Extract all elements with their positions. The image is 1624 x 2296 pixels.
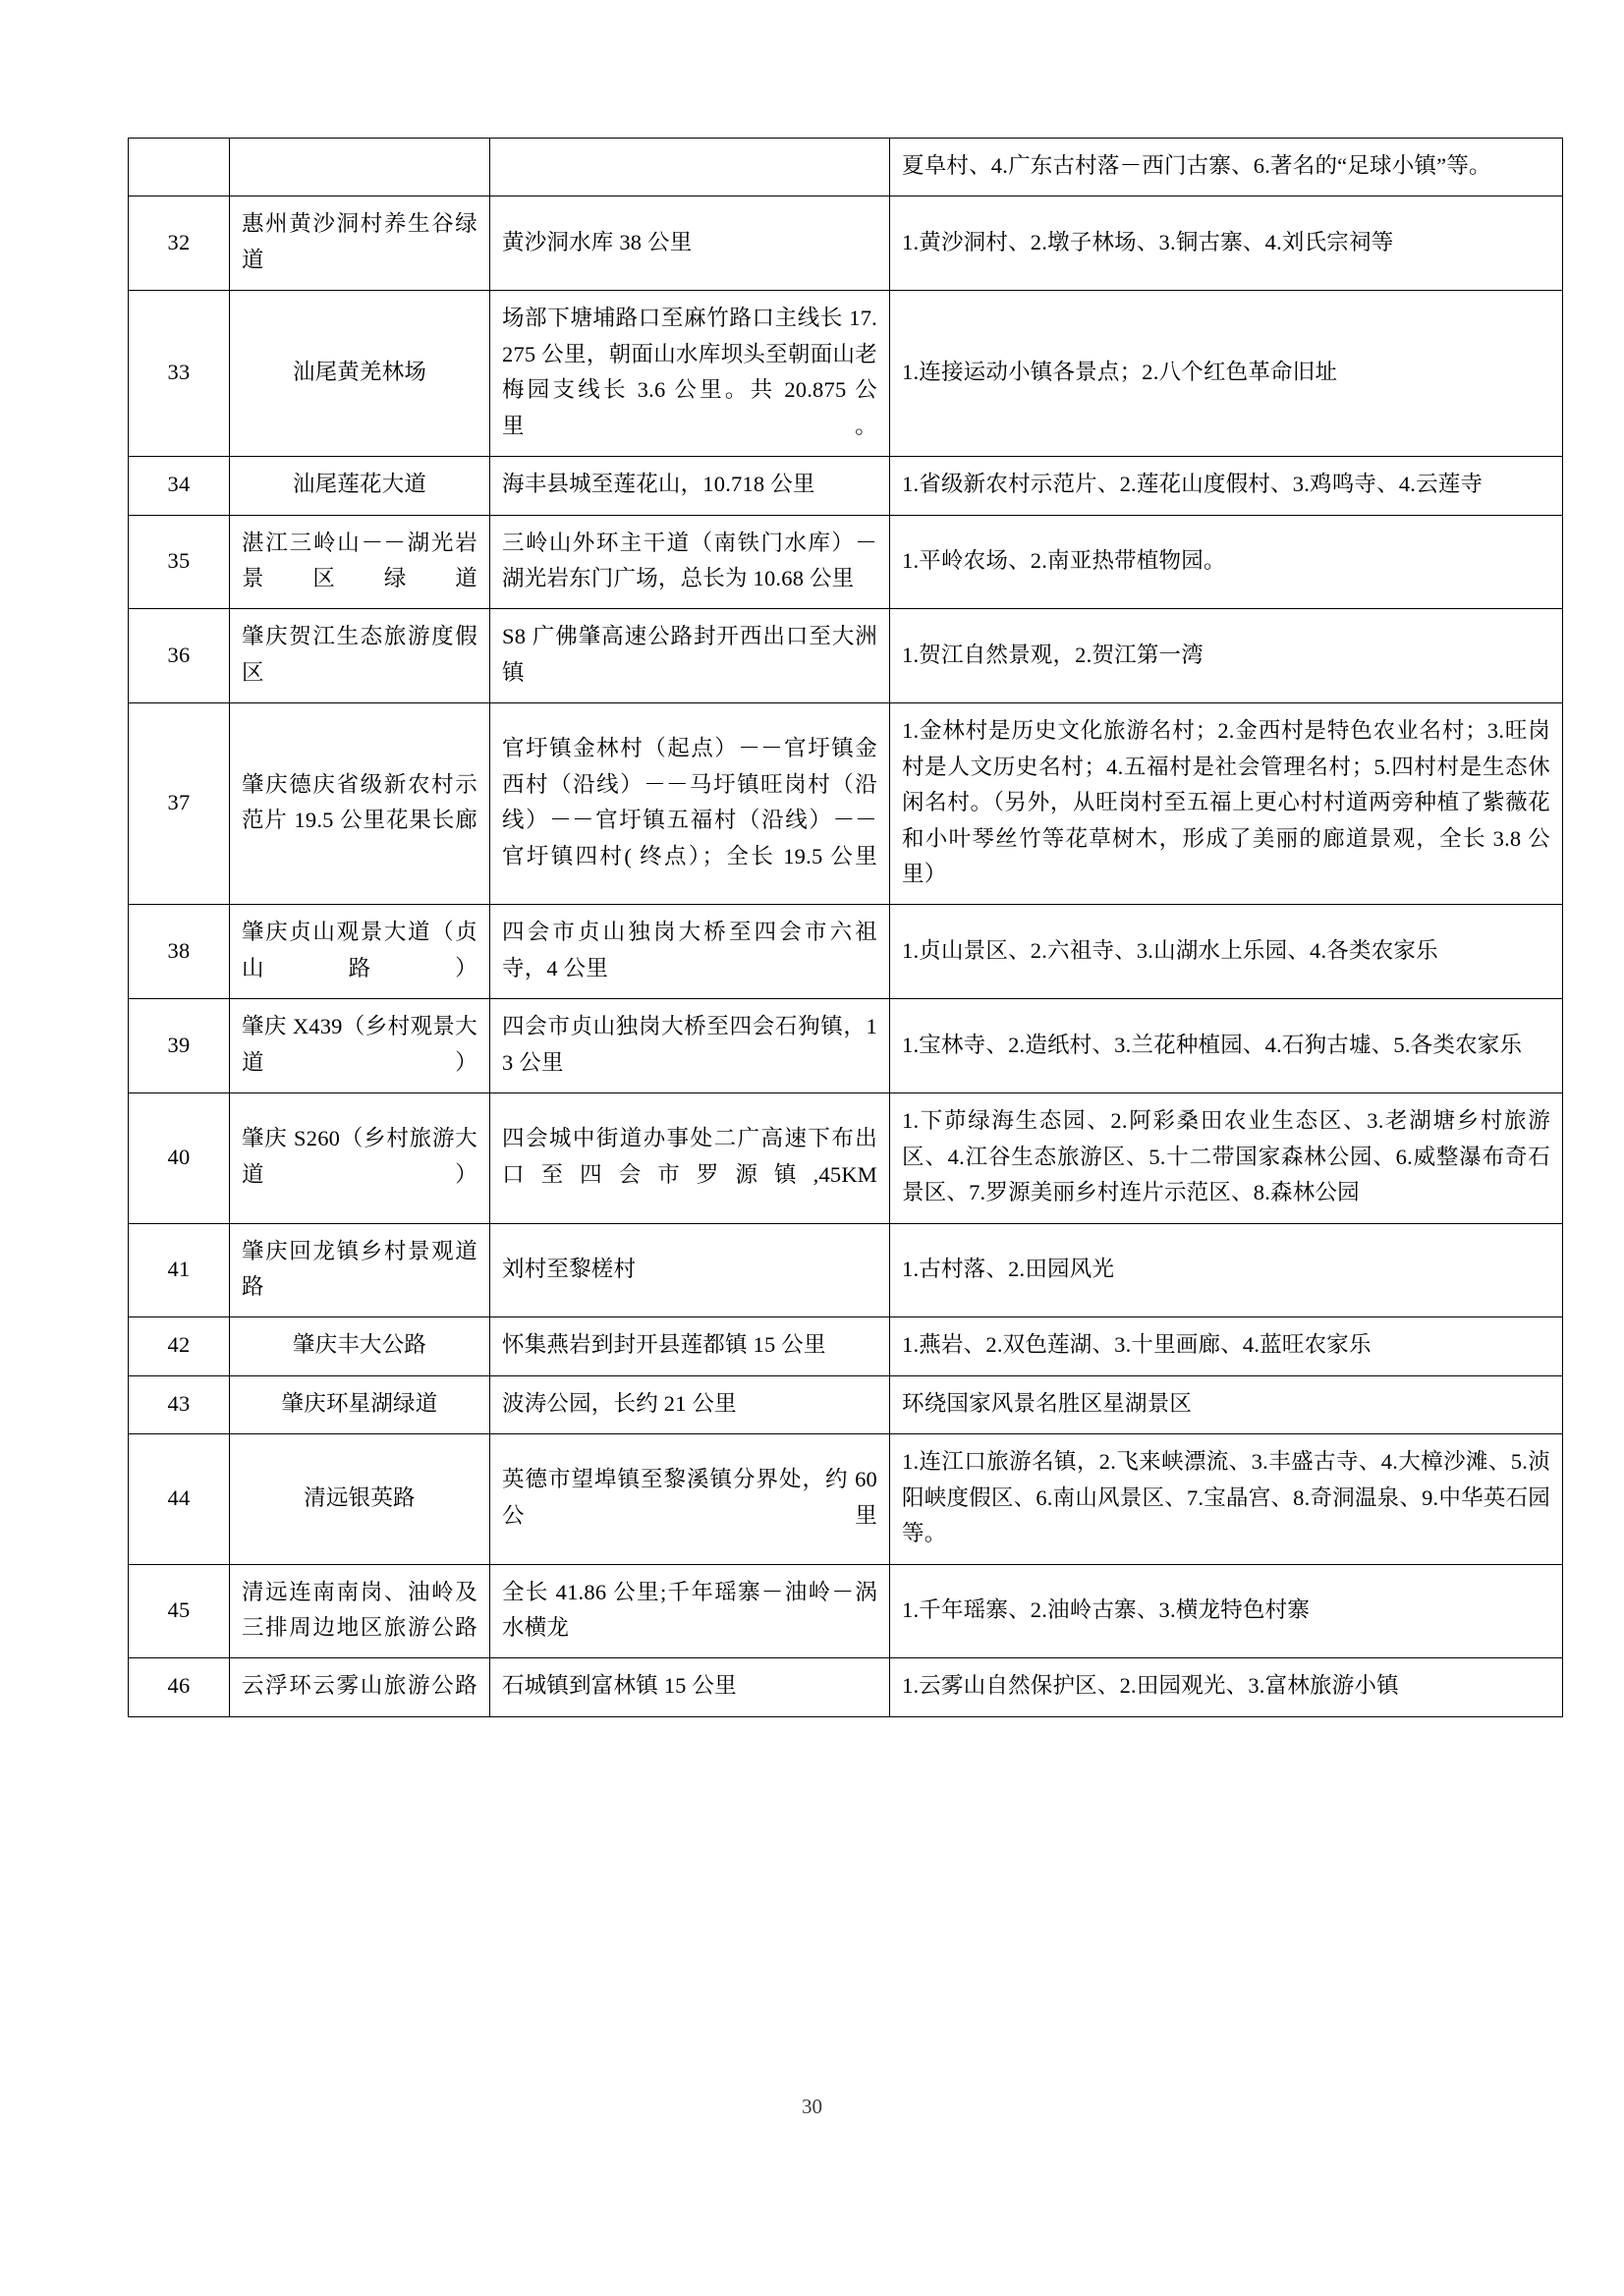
table-row <box>129 1375 1563 1433</box>
route-name-cell: 湛江三岭山－－湖光岩景区绿道 <box>230 515 490 609</box>
route-number-cell: 33 <box>129 291 230 457</box>
route-attractions-cell: 1.平岭农场、2.南亚热带植物园。 <box>890 515 1563 609</box>
route-name-cell <box>230 139 490 196</box>
route-description-cell: 官圩镇金林村（起点）－－官圩镇金西村（沿线）－－马圩镇旺岗村（沿线）－－官圩镇五福村（沿线）－－官圩镇四村( 终点）；全长 19.5 公里 <box>490 703 890 905</box>
table-row <box>129 1564 1563 1658</box>
route-description-cell: 黄沙洞水库 38 公里 <box>490 196 890 291</box>
route-name-cell: 汕尾黄羌林场 <box>230 291 490 457</box>
route-attractions-cell: 1.省级新农村示范片、2.莲花山度假村、3.鸡鸣寺、4.云莲寺 <box>890 457 1563 515</box>
route-attractions-cell: 1.下茆绿海生态园、2.阿彩桑田农业生态区、3.老湖塘乡村旅游区、4.江谷生态旅游区、5.十二带国家森林公园、6.威整瀑布奇石景区、7.罗源美丽乡村连片示范区、8.森林公园 <box>890 1093 1563 1223</box>
table-row <box>129 999 1563 1093</box>
route-number-cell: 46 <box>129 1658 230 1716</box>
route-number-cell <box>129 139 230 196</box>
route-description-cell: 刘村至黎槎村 <box>490 1223 890 1317</box>
route-attractions-cell: 1.宝林寺、2.造纸村、3.兰花种植园、4.石狗古墟、5.各类农家乐 <box>890 999 1563 1093</box>
route-description-cell: 四会城中街道办事处二广高速下布出口至四会市罗源镇,45KM <box>490 1093 890 1223</box>
route-description-cell: 海丰县城至莲花山，10.718 公里 <box>490 457 890 515</box>
route-number-cell: 42 <box>129 1317 230 1375</box>
route-number-cell: 35 <box>129 515 230 609</box>
route-number-cell: 41 <box>129 1223 230 1317</box>
route-attractions-cell: 1.贞山景区、2.六祖寺、3.山湖水上乐园、4.各类农家乐 <box>890 905 1563 999</box>
table-row <box>129 196 1563 291</box>
route-attractions-cell: 1.贺江自然景观，2.贺江第一湾 <box>890 609 1563 703</box>
route-description-cell: 场部下塘埔路口至麻竹路口主线长 17.275 公里，朝面山水库坝头至朝面山老梅园支线长 3.6 公里。共 20.875 公里。 <box>490 291 890 457</box>
route-description-cell: 全长 41.86 公里;千年瑶寨－油岭－涡水横龙 <box>490 1564 890 1658</box>
route-name-cell: 肇庆德庆省级新农村示范片 19.5 公里花果长廊 <box>230 703 490 905</box>
route-attractions-cell: 1.黄沙洞村、2.墩子林场、3.铜古寨、4.刘氏宗祠等 <box>890 196 1563 291</box>
route-number-cell: 32 <box>129 196 230 291</box>
tourism-routes-table <box>128 138 1563 1717</box>
route-description-cell: 三岭山外环主干道（南铁门水库）－湖光岩东门广场，总长为 10.68 公里 <box>490 515 890 609</box>
route-number-cell: 45 <box>129 1564 230 1658</box>
route-attractions-cell: 1.千年瑶寨、2.油岭古寨、3.横龙特色村寨 <box>890 1564 1563 1658</box>
route-description-cell: 波涛公园，长约 21 公里 <box>490 1375 890 1433</box>
table-row <box>129 139 1563 196</box>
route-name-cell: 肇庆丰大公路 <box>230 1317 490 1375</box>
route-description-cell: 怀集燕岩到封开县莲都镇 15 公里 <box>490 1317 890 1375</box>
route-number-cell: 34 <box>129 457 230 515</box>
route-number-cell: 36 <box>129 609 230 703</box>
table-row <box>129 291 1563 457</box>
route-name-cell: 肇庆贺江生态旅游度假区 <box>230 609 490 703</box>
table-row <box>129 515 1563 609</box>
route-number-cell: 38 <box>129 905 230 999</box>
page-number: 30 <box>802 2095 822 2118</box>
route-name-cell: 汕尾莲花大道 <box>230 457 490 515</box>
route-attractions-cell: 1.金林村是历史文化旅游名村；2.金西村是特色农业名村；3.旺岗村是人文历史名村；4.五福村是社会管理名村；5.四村村是生态休闲名村。（另外，从旺岗村至五福上更心村村道两旁种植了紫薇花和小叶琴丝竹等花草树木，形成了美丽的廊道景观，全长 3.8 公里） <box>890 703 1563 905</box>
route-name-cell: 惠州黄沙洞村养生谷绿道 <box>230 196 490 291</box>
route-name-cell: 肇庆环星湖绿道 <box>230 1375 490 1433</box>
route-number-cell: 44 <box>129 1434 230 1564</box>
route-description-cell: 四会市贞山独岗大桥至四会市六祖寺，4 公里 <box>490 905 890 999</box>
table-row <box>129 457 1563 515</box>
route-name-cell: 肇庆 X439（乡村观景大道） <box>230 999 490 1093</box>
route-attractions-cell: 夏阜村、4.广东古村落－西门古寨、6.著名的“足球小镇”等。 <box>890 139 1563 196</box>
route-description-cell: S8 广佛肇高速公路封开西出口至大洲镇 <box>490 609 890 703</box>
route-attractions-cell: 1.燕岩、2.双色莲湖、3.十里画廊、4.蓝旺农家乐 <box>890 1317 1563 1375</box>
route-name-cell: 肇庆 S260（乡村旅游大道） <box>230 1093 490 1223</box>
table-row <box>129 905 1563 999</box>
route-description-cell: 英德市望埠镇至黎溪镇分界处，约 60 公里 <box>490 1434 890 1564</box>
table-body <box>129 139 1563 1717</box>
route-description-cell: 四会市贞山独岗大桥至四会石狗镇，13 公里 <box>490 999 890 1093</box>
route-attractions-cell: 1.古村落、2.田园风光 <box>890 1223 1563 1317</box>
table-row <box>129 1317 1563 1375</box>
route-description-cell <box>490 139 890 196</box>
route-attractions-cell: 1.连接运动小镇各景点；2.八个红色革命旧址 <box>890 291 1563 457</box>
table-row <box>129 1223 1563 1317</box>
table-row <box>129 609 1563 703</box>
table-row <box>129 1434 1563 1564</box>
table-row <box>129 1658 1563 1716</box>
route-name-cell: 云浮环云雾山旅游公路 <box>230 1658 490 1716</box>
table-row <box>129 1093 1563 1223</box>
route-number-cell: 39 <box>129 999 230 1093</box>
route-name-cell: 清远连南南岗、油岭及三排周边地区旅游公路 <box>230 1564 490 1658</box>
route-attractions-cell: 环绕国家风景名胜区星湖景区 <box>890 1375 1563 1433</box>
route-attractions-cell: 1.云雾山自然保护区、2.田园观光、3.富林旅游小镇 <box>890 1658 1563 1716</box>
route-number-cell: 37 <box>129 703 230 905</box>
route-number-cell: 40 <box>129 1093 230 1223</box>
route-name-cell: 清远银英路 <box>230 1434 490 1564</box>
route-number-cell: 43 <box>129 1375 230 1433</box>
route-name-cell: 肇庆回龙镇乡村景观道路 <box>230 1223 490 1317</box>
route-description-cell: 石城镇到富林镇 15 公里 <box>490 1658 890 1716</box>
table-row <box>129 703 1563 905</box>
route-attractions-cell: 1.连江口旅游名镇，2.飞来峡漂流、3.丰盛古寺、4.大樟沙滩、5.浈阳峡度假区、6.南山风景区、7.宝晶宫、8.奇洞温泉、9.中华英石园等。 <box>890 1434 1563 1564</box>
route-name-cell: 肇庆贞山观景大道（贞山路） <box>230 905 490 999</box>
